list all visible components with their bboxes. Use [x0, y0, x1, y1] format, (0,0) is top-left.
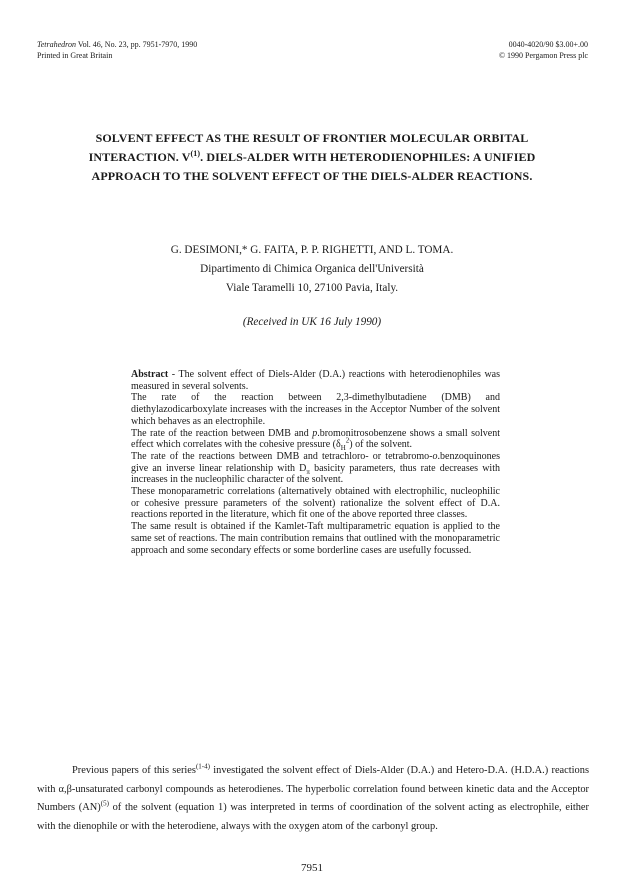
running-header-right	[499, 39, 588, 61]
abstract-subscript-h: H	[340, 444, 346, 453]
abstract-text-4a: The rate of the reactions between DMB and tetrachloro- or tetrabromo-	[131, 450, 433, 462]
abstract-text-3c: ) of the solvent.	[349, 439, 413, 451]
abstract-heading: Abstract	[131, 369, 169, 380]
body-paragraph-1	[37, 762, 589, 837]
abstract-text-4-italic: o	[432, 450, 438, 462]
paper-title	[60, 129, 564, 186]
citation-ref-1-4: (1-4)	[195, 762, 210, 771]
abstract-paragraph-6: The same result is obtained if the Kamlet-Taft multiparametric equation is applied to the same set of reactions. The main contribution remains that outlined with the monoparametric approach and some secondary effects or some borderline cases are usefully focussed.	[131, 521, 500, 556]
abstract-text-1: - The solvent effect of Diels-Alder (D.A.) reactions with heterodienophiles was measured in several solvents.	[131, 369, 500, 392]
abstract-paragraph-4	[131, 451, 500, 486]
title-line-2-start: INTERACTION. V	[88, 150, 191, 164]
abstract-text-4c: basicity parameters, thus rate decreases with increases in the nucleophilic character of the solvent.	[131, 462, 500, 486]
abstract-text-4b: .benzoquinones give an inverse linear relationship with D	[131, 450, 500, 474]
copyright-line: © 1990 Pergamon Press plc	[498, 51, 588, 60]
abstract-text-3-italic: p	[312, 427, 318, 439]
body-text-2: investigated the solvent effect of Diels-Alder (D.A.) and Hetero-D.A. (H.D.A.) reactions with α,β-unsaturated carbonyl compounds as heterodienes. The hyperbolic correlation found between kinetic data and the Acceptor Numbers (AN)	[37, 765, 589, 814]
abstract-paragraph-2: The rate of the reaction between 2,3-dimethylbutadiene (DMB) and diethylazodicarboxylate increases with the increases in the Acceptor Number of the solvent which behaves as an electrophile.	[131, 392, 500, 427]
journal-citation	[37, 39, 197, 50]
title-line-1: SOLVENT EFFECT AS THE RESULT OF FRONTIER MOLECULAR ORBITAL	[95, 131, 529, 145]
volume-info: Vol. 46, No. 23, pp. 7951-7970, 1990	[75, 40, 198, 49]
author-block	[60, 241, 564, 298]
abstract-paragraph-5: These monoparametric correlations (alternatively obtained with electrophilic, nucleophilic or cohesive pressure parameters of the solvent) rationalize the solvent effect of D.A. reactions reported in the literature, which fit one of the above reported three classes.	[131, 486, 500, 521]
abstract-text-3a: The rate of the reaction between DMB and	[131, 427, 313, 439]
title-footnote-ref: (1)	[190, 149, 201, 158]
printed-note: Printed in Great Britain	[37, 51, 113, 60]
abstract-text-3b: .bromonitrosobenzene shows a small solvent effect which correlates with the cohesive pressure (δ	[131, 427, 501, 451]
article-code: 0040-4020/90 $3.00+.00	[508, 40, 588, 49]
title-line-3: APPROACH TO THE SOLVENT EFFECT OF THE DIELS-ALDER REACTIONS.	[91, 169, 533, 183]
title-line-2	[60, 148, 564, 167]
body-text-1: Previous papers of this series	[72, 765, 196, 776]
affiliation-address: Viale Taramelli 10, 27100 Pavia, Italy.	[225, 282, 399, 294]
title-line-2-end: . DIELS-ALDER WITH HETERODIENOPHILES: A UNIFIED	[200, 150, 536, 164]
abstract-paragraph-1	[131, 369, 500, 392]
running-header-left	[37, 39, 197, 61]
journal-name: Tetrahedron	[37, 40, 76, 49]
abstract-subscript-pi: π	[306, 467, 310, 476]
abstract-superscript-2: 2	[345, 436, 350, 445]
received-date: (Received in UK 16 July 1990)	[242, 316, 382, 328]
abstract-paragraph-3	[131, 428, 500, 451]
page-number: 7951	[301, 862, 323, 874]
body-text	[37, 762, 589, 837]
citation-ref-5: (5)	[100, 799, 109, 808]
abstract	[131, 369, 500, 556]
affiliation-department: Dipartimento di Chimica Organica dell'Università	[200, 263, 424, 275]
body-text-3: of the solvent (equation 1) was interpreted in terms of coordination of the solvent acting as electrophile, either with the dienophile or with the heterodiene, always with the oxygen atom of the carbonyl group.	[37, 802, 590, 833]
author-names: G. DESIMONI,* G. FAITA, P. P. RIGHETTI, AND L. TOMA.	[170, 244, 454, 256]
